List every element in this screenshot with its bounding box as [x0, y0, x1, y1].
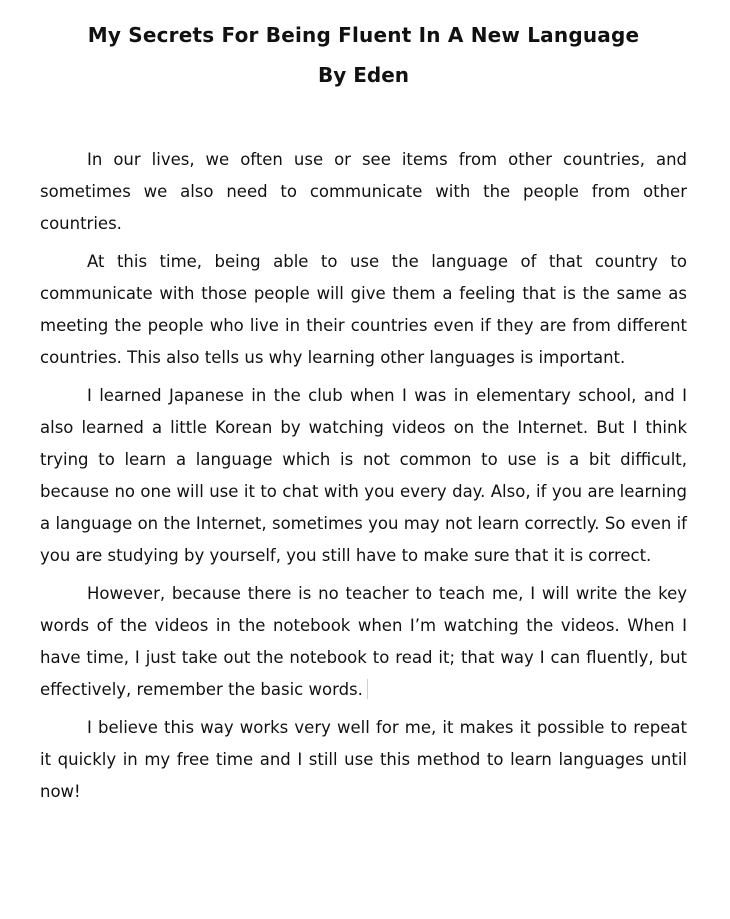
author-byline: By Eden	[317, 63, 410, 87]
paragraph-1: In our lives, we often use or see items from other countries, and sometimes we also need to communicate with the people from other countries.	[40, 150, 687, 233]
paragraph-4	[40, 578, 687, 706]
text-cursor	[367, 679, 368, 699]
paragraph-2: At this time, being able to use the language of that country to communicate with those people will give them a feeling that is the same as meeting the people who live in their countries even if they are from different countries. This also tells us why learning other languages is important.	[40, 252, 687, 367]
paragraph-3: I learned Japanese in the club when I was in elementary school, and I also learned a little Korean by watching videos on the Internet. But I think trying to learn a language which is not common to use is a bit difficult, because no one will use it to chat with you every day. Also, if you are learning a language on the Internet, sometimes you may not learn correctly. So even if you are studying by yourself, you still have to make sure that it is correct.	[40, 386, 687, 565]
paragraph-5: I believe this way works very well for me, it makes it possible to repeat it quickly in my free time and I still use this method to learn languages until now!	[40, 718, 687, 801]
paragraph-4-text: However, because there is no teacher to teach me, I will write the key words of the videos in the notebook when I’m watching the videos. When I have time, I just take out the notebook to read it; that way I can fluently, but effectively, remember the basic words.	[40, 584, 687, 699]
document-body	[40, 144, 687, 808]
document-title: My Secrets For Being Fluent In A New Language	[87, 23, 640, 47]
